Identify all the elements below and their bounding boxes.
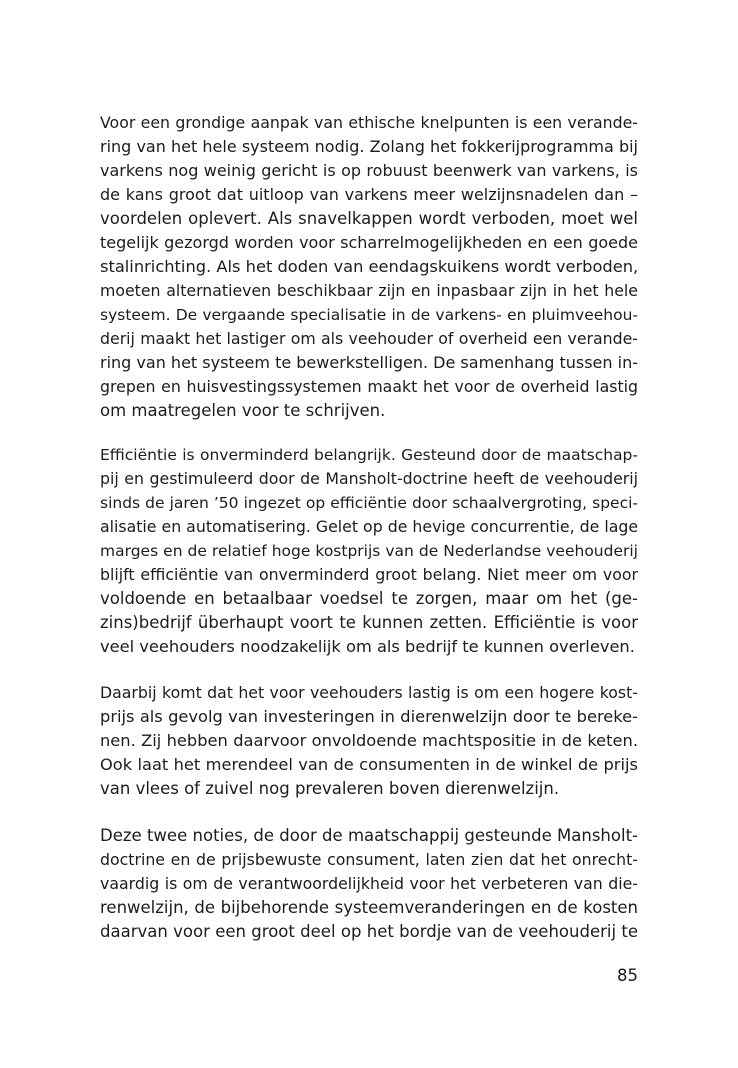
text-line: blijft efficiëntie van onverminderd groot belang. Niet meer om voor xyxy=(100,565,638,584)
text-line: daarvan voor een groot deel op het bordje van de veehouderij te xyxy=(100,922,638,941)
text-line: voordelen oplevert. Als snavelkappen wordt verboden, moet wel xyxy=(100,209,638,228)
text-line: Efficiëntie is onverminderd belangrijk. Gesteund door de maatschap- xyxy=(100,446,638,464)
text-line: sinds de jaren ’50 ingezet op efficiëntie door schaalvergroting, speci- xyxy=(100,494,638,512)
text-line: doctrine en de prijsbewuste consument, laten zien dat het onrecht- xyxy=(100,850,638,869)
text-line: pij en gestimuleerd door de Mansholt-doctrine heeft de veehouderij xyxy=(100,469,638,488)
text-line: grepen en huisvestingssystemen maakt het voor de overheid lastig xyxy=(100,377,638,396)
text-line: vaardig is om de verantwoordelijkheid voor het verbeteren van die- xyxy=(100,874,638,893)
text-line: Deze twee noties, de door de maatschappij gesteunde Mansholt- xyxy=(100,826,638,845)
text-line: zins)bedrijf überhaupt voort te kunnen zetten. Efficiëntie is voor xyxy=(100,613,638,632)
text-line: derij maakt het lastiger om als veehouder of overheid een verande- xyxy=(100,329,638,348)
text-line: Voor een grondige aanpak van ethische knelpunten is een verande- xyxy=(100,113,638,132)
page-number: 85 xyxy=(617,966,638,985)
text-line: prijs als gevolg van investeringen in dierenwelzijn door te bereke- xyxy=(100,707,638,726)
text-line: varkens nog weinig gericht is op robuust beenwerk van varkens, is xyxy=(100,161,638,180)
text-line: ring van het hele systeem nodig. Zolang het fokkerijprogramma bij xyxy=(100,137,638,156)
text-line: alisatie en automatisering. Gelet op de hevige concurrentie, de lage xyxy=(100,517,639,536)
text-line: systeem. De vergaande specialisatie in de varkens- en pluimveehou- xyxy=(100,306,638,324)
text-line: ring van het systeem te bewerkstelligen. De samenhang tussen in- xyxy=(100,353,638,372)
text-line: tegelijk gezorgd worden voor scharrelmogelijkheden en een goede xyxy=(100,233,638,252)
text-line: Daarbij komt dat het voor veehouders lastig is om een hogere kost- xyxy=(100,683,638,702)
text-line: marges en de relatief hoge kostprijs van de Nederlandse veehouderij xyxy=(100,542,638,560)
text-line: de kans groot dat uitloop van varkens meer welzijnsnadelen dan – xyxy=(100,185,638,204)
text-line: moeten alternatieven beschikbaar zijn en inpasbaar zijn in het hele xyxy=(100,281,638,300)
text-line: Ook laat het merendeel van de consumenten in de winkel de prijs xyxy=(100,755,638,774)
text-line: stalinrichting. Als het doden van eendagskuikens wordt verboden, xyxy=(100,257,639,276)
text-line: om maatregelen voor te schrijven. xyxy=(100,401,386,420)
text-line: nen. Zij hebben daarvoor onvoldoende machtspositie in de keten. xyxy=(100,731,638,750)
text-line: voldoende en betaalbaar voedsel te zorgen, maar om het (ge- xyxy=(100,589,638,608)
text-line: van vlees of zuivel nog prevaleren boven dierenwelzijn. xyxy=(100,779,560,798)
text-line: renwelzijn, de bijbehorende systeemveranderingen en de kosten xyxy=(100,898,638,917)
text-line: veel veehouders noodzakelijk om als bedrijf te kunnen overleven. xyxy=(100,637,635,656)
